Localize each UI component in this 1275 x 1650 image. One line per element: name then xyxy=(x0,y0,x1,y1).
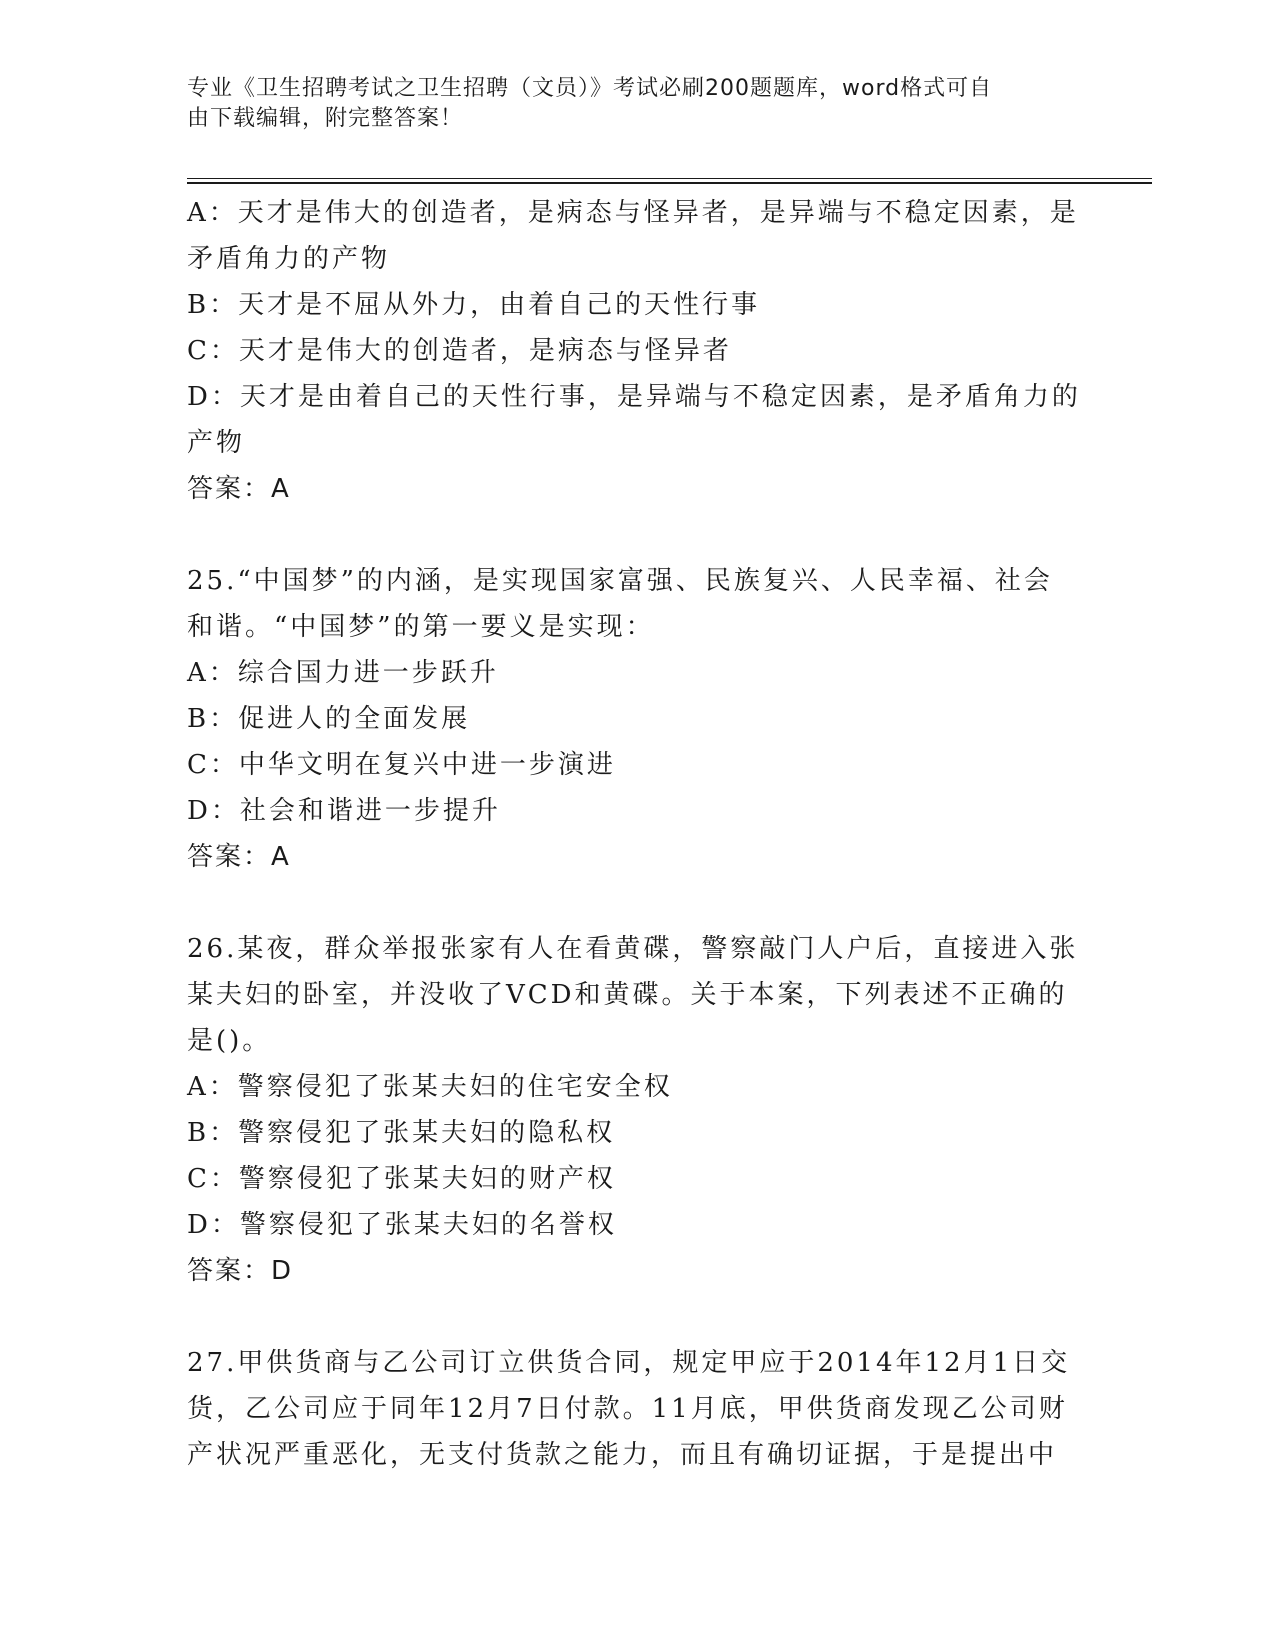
question-stem-line-1: 25.“中国梦”的内涵，是实现国家富强、民族复兴、人民幸福、社会 xyxy=(187,566,1053,596)
option-d: D：社会和谐进一步提升 xyxy=(187,796,501,826)
option-a: A：综合国力进一步跃升 xyxy=(187,658,499,688)
header-divider-thick xyxy=(187,182,1152,184)
option-a-line-1: A：天才是伟大的创造者，是病态与怪异者，是异端与不稳定因素，是 xyxy=(187,198,1079,228)
option-d-line-2: 产物 xyxy=(187,428,246,458)
question-stem-line-2: 某夫妇的卧室，并没收了VCD和黄碟。关于本案，下列表述不正确的 xyxy=(187,980,1068,1010)
question-26 xyxy=(187,926,1079,1294)
header-line-1: 专业《卫生招聘考试之卫生招聘（文员）》考试必刷200题题库，word格式可自 xyxy=(187,76,993,101)
option-a: A：警察侵犯了张某夫妇的住宅安全权 xyxy=(187,1072,673,1102)
answer: 答案：A xyxy=(187,474,291,504)
option-b: B：警察侵犯了张某夫妇的隐私权 xyxy=(187,1118,616,1148)
option-a-line-2: 矛盾角力的产物 xyxy=(187,244,391,274)
document-header xyxy=(187,74,1087,134)
question-stem-line-2: 和谐。“中国梦”的第一要义是实现： xyxy=(187,612,655,642)
answer: 答案：A xyxy=(187,842,291,872)
option-d-line-1: D：天才是由着自己的天性行事，是异端与不稳定因素，是矛盾角力的 xyxy=(187,382,1081,412)
question-stem-line-1: 27.甲供货商与乙公司订立供货合同，规定甲应于2014年12月1日交 xyxy=(187,1348,1071,1378)
option-c: C：中华文明在复兴中进一步演进 xyxy=(187,750,616,780)
question-27 xyxy=(187,1340,1071,1478)
question-stem-line-3: 是()。 xyxy=(187,1026,272,1056)
header-divider-thin xyxy=(187,178,1152,179)
question-stem-line-3: 产状况严重恶化，无支付货款之能力，而且有确切证据，于是提出中 xyxy=(187,1440,1058,1470)
question-24 xyxy=(187,190,1081,512)
option-d: D：警察侵犯了张某夫妇的名誉权 xyxy=(187,1210,617,1240)
question-stem-line-2: 货，乙公司应于同年12月7日付款。11月底，甲供货商发现乙公司财 xyxy=(187,1394,1068,1424)
spacer xyxy=(187,512,1067,558)
question-stem-line-1: 26.某夜，群众举报张家有人在看黄碟，警察敲门人户后，直接进入张 xyxy=(187,934,1079,964)
spacer xyxy=(187,880,1067,926)
question-content xyxy=(187,190,1081,1478)
question-25 xyxy=(187,558,1067,880)
option-c: C：警察侵犯了张某夫妇的财产权 xyxy=(187,1164,616,1194)
option-b: B：天才是不屈从外力，由着自己的天性行事 xyxy=(187,290,761,320)
spacer xyxy=(187,1294,1067,1340)
answer: 答案：D xyxy=(187,1256,294,1286)
header-line-2: 由下载编辑，附完整答案！ xyxy=(187,106,464,131)
option-b: B：促进人的全面发展 xyxy=(187,704,471,734)
option-c: C：天才是伟大的创造者，是病态与怪异者 xyxy=(187,336,732,366)
